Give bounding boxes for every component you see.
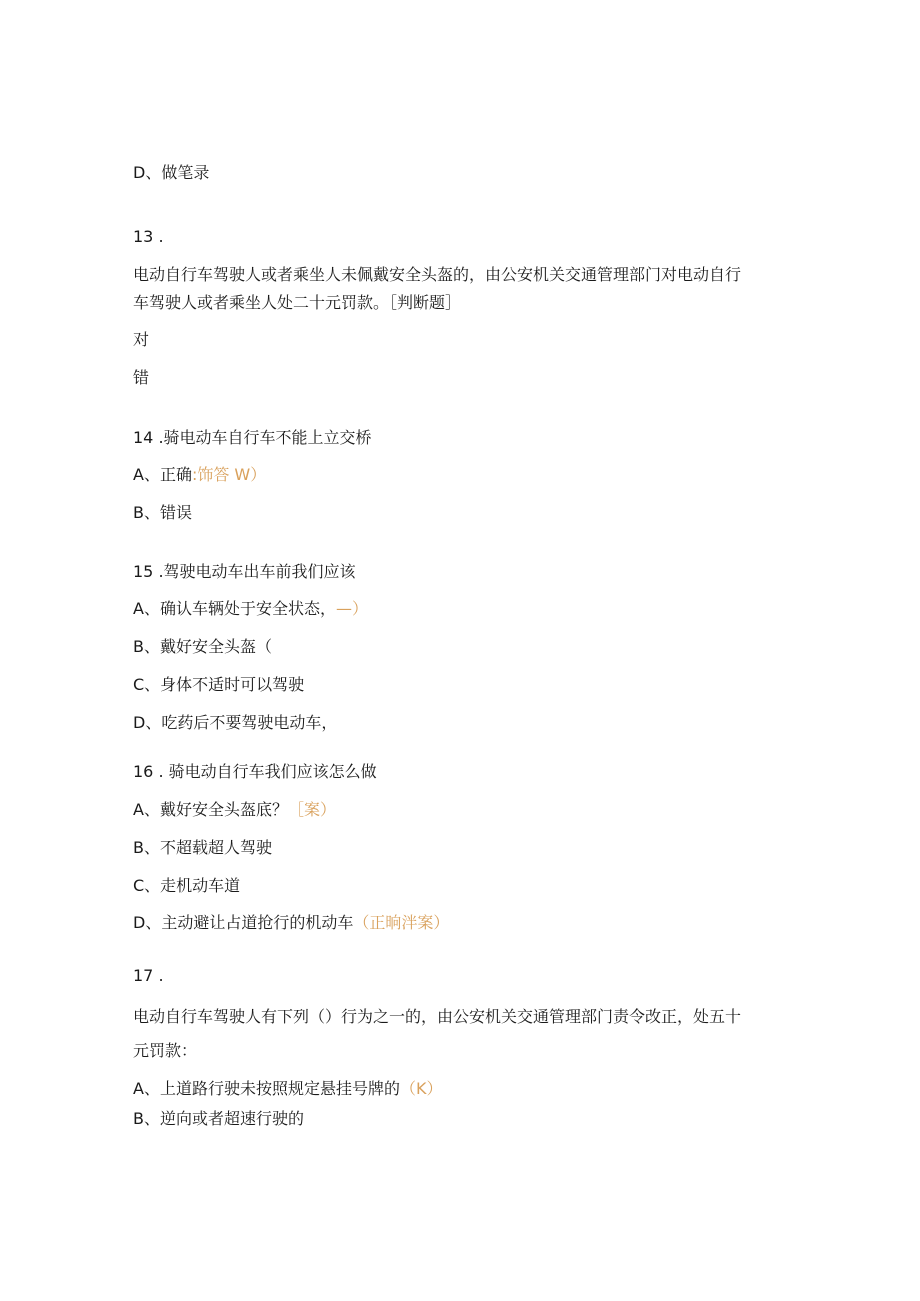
q14-option-a — [133, 464, 266, 486]
q13-text-line2: 车驾驶人或者乘坐人处二十元罚款。［判断题］ — [133, 293, 462, 312]
q17-text-line2: 元罚款： — [133, 1041, 198, 1060]
q12-option-d: D、做笔录 — [133, 163, 210, 182]
q13-option-false: 错 — [133, 368, 150, 387]
q13-text-line1: 电动自行车驾驶人或者乘坐人未佩戴安全头盔的，由公安机关交通管理部门对电动自行 — [133, 265, 742, 284]
q14-title: 14 .骑电动车自行车不能上立交桥 — [133, 428, 372, 447]
q14-answer-mark: :饰答 W） — [191, 465, 267, 484]
q16-option-b: B、不超载超人驾驶 — [133, 838, 272, 857]
q15-title: 15 .驾驶电动车出车前我们应该 — [133, 562, 356, 581]
q15-option-a-label: A、确认车辆处于安全状态， — [133, 599, 336, 618]
q15-answer-mark: —） — [335, 599, 368, 618]
q16-option-a — [133, 799, 336, 821]
q17-option-a — [133, 1078, 442, 1100]
q16-answer-mark: ［案） — [287, 800, 336, 819]
q16-option-d — [133, 912, 449, 934]
q17-text-line1: 电动自行车驾驶人有下列（）行为之一的，由公安机关交通管理部门责令改正，处五十 — [133, 1007, 742, 1026]
q15-option-c: C、身体不适时可以驾驶 — [133, 675, 305, 694]
q16-option-c: C、走机动车道 — [133, 876, 241, 895]
q17-option-a-label: A、上道路行驶未按照规定悬挂号牌的 — [133, 1079, 400, 1098]
q16-option-a-label: A、戴好安全头盔底？ — [133, 800, 288, 819]
q16-option-d-answer-mark: （正晌泮案） — [353, 913, 450, 932]
q14-option-b: B、错误 — [133, 503, 192, 522]
q15-option-a — [133, 598, 368, 620]
q13-number: 13 . — [133, 227, 164, 246]
q16-title: 16 . 骑电动自行车我们应该怎么做 — [133, 762, 377, 781]
q13-option-true: 对 — [133, 330, 150, 349]
q16-option-d-label: D、主动避让占道抢行的机动车 — [133, 913, 354, 932]
q17-answer-mark: （K） — [399, 1079, 443, 1098]
q17-number: 17 . — [133, 966, 164, 985]
q14-option-a-label: A、正确 — [133, 465, 192, 484]
q17-option-b: B、逆向或者超速行驶的 — [133, 1109, 304, 1128]
q15-option-d: D、吃药后不要驾驶电动车， — [133, 713, 338, 732]
q15-option-b: B、戴好安全头盔（ — [133, 637, 272, 656]
